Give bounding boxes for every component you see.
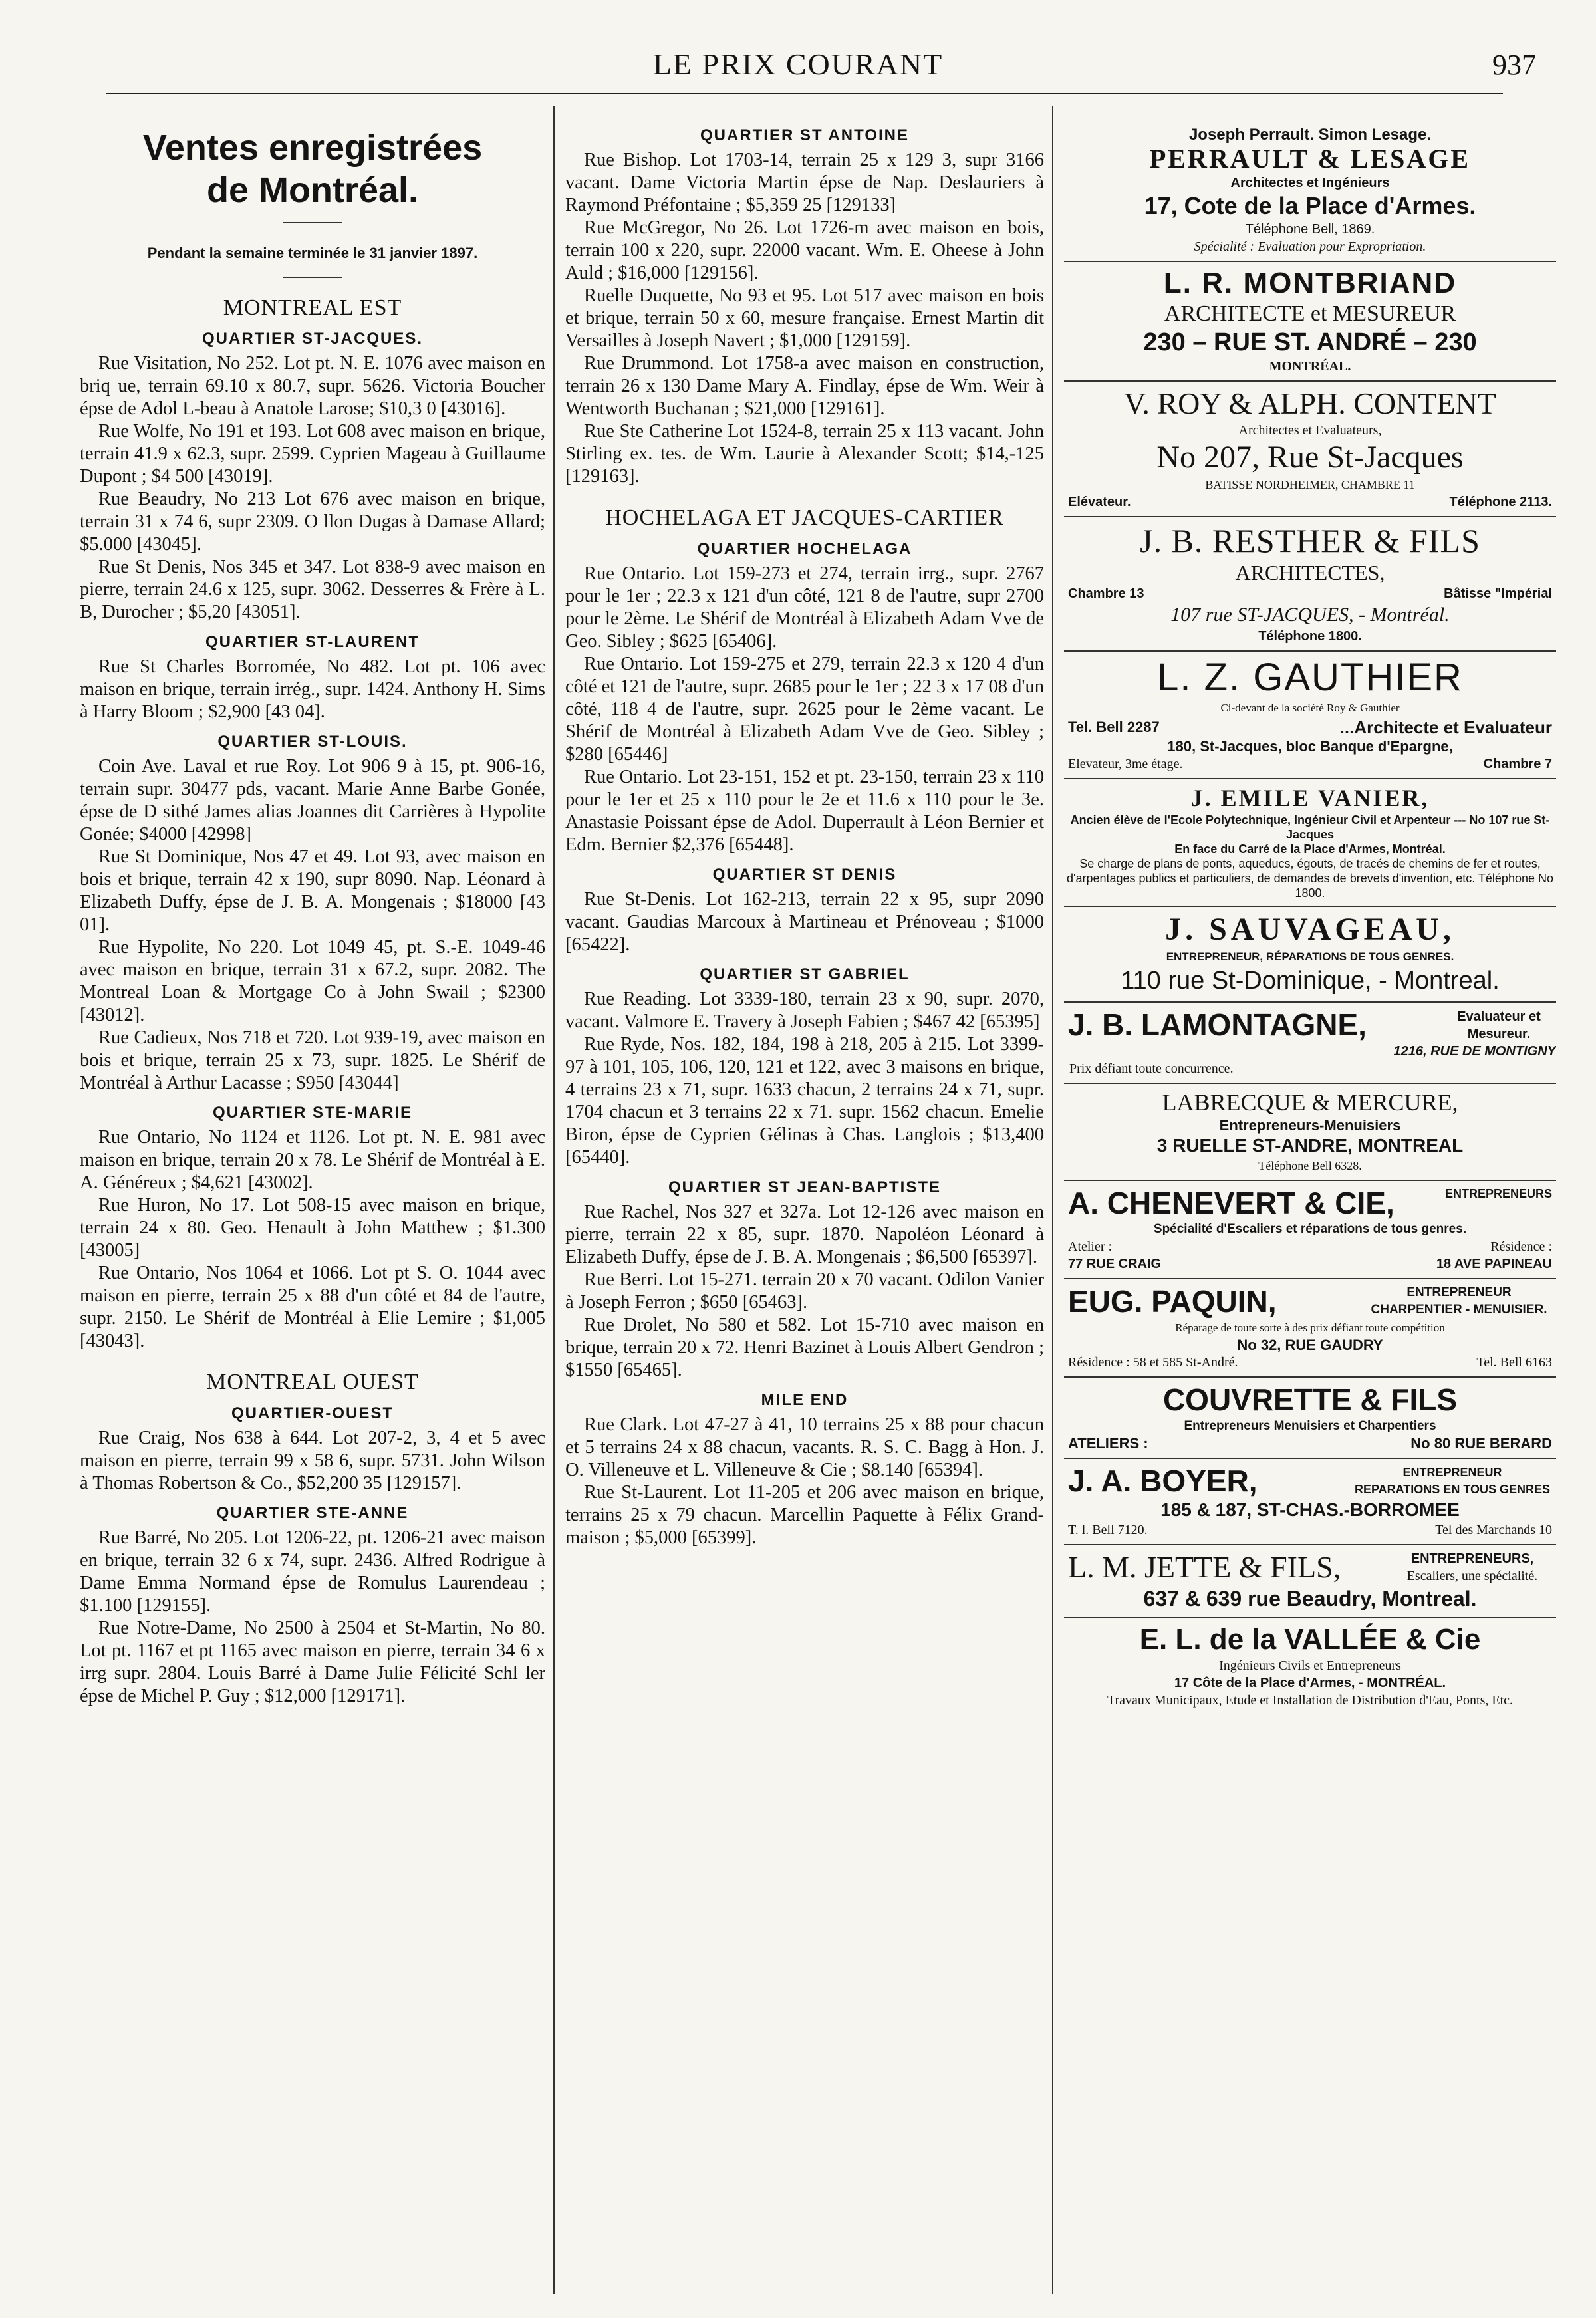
ad-role: ARCHITECTES,	[1235, 561, 1385, 584]
ad-firm-name: A. CHENEVERT & CIE,	[1068, 1186, 1395, 1220]
ad-role: ENTREPRENEURS	[1444, 1187, 1552, 1200]
sale-entry: Coin Ave. Laval et rue Roy. Lot 906 9 à 15, pt. 906-16, terrain supr. 30477 pds, vacant. Marie Anne Barbe Gonée, épse de D sithé James alias Joannes dit Carrières à Hypolite Gonée; $4000 [42998]	[80, 756, 545, 844]
ad-building: BATISSE NORDHEIMER, CHAMBRE 11	[1205, 478, 1415, 491]
ad-role: ENTREPRENEUR	[1402, 1466, 1502, 1479]
ad-firm-name: LABRECQUE & MERCURE,	[1162, 1089, 1458, 1116]
ad-specialty: Escaliers, une spécialité.	[1406, 1569, 1538, 1583]
sale-entry: Rue St Dominique, Nos 47 et 49. Lot 93, avec maison en bois et brique, terrain 42 x 190, supr 8090. Nap. Léonard à Elizabeth Duffy, épse de J. B. A. Mongenais ; $18000 [43 01].	[80, 846, 545, 935]
ad-sauvageau	[1064, 907, 1556, 1003]
ad-role: Entrepreneurs-Menuisiers	[1219, 1117, 1401, 1134]
ad-address: 1216, RUE DE MONTIGNY	[1393, 1044, 1556, 1059]
ad-repairs: REPARATIONS EN TOUS GENRES	[1354, 1483, 1551, 1496]
ad-building: Bâtisse "Impérial	[1444, 586, 1552, 601]
sale-entry: Rue Berri. Lot 15-271. terrain 20 x 70 vacant. Odilon Vanier à Joseph Ferron ; $650 [65463].	[565, 1269, 1044, 1313]
ad-labrecque-mercure	[1064, 1084, 1556, 1181]
ad-chenevert	[1064, 1181, 1556, 1279]
ad-room: Chambre 13	[1068, 586, 1144, 601]
ad-previous-firm: Ci-devant de la société Roy & Gauthier	[1220, 702, 1400, 714]
sale-entry: Rue St-Denis. Lot 162-213, terrain 22 x 95, supr 2090 vacant. Gaudias Marcoux à Martineau et Prénoveau ; $1000 [65422].	[565, 889, 1044, 955]
sale-entry: Rue Ontario. Lot 23-151, 152 et pt. 23-150, terrain 23 x 110 pour le 1er et 25 x 110 pour le 2e et 11.6 x 110 pour le 3e. Anastasie Poissant épse de Adol. Duperrault à Léon Bernier et Edm. Bernier $2,376 [65448].	[565, 767, 1044, 855]
header-rule	[106, 93, 1503, 94]
sale-entry: Rue McGregor, No 26. Lot 1726-m avec maison en bois, terrain 100 x 220, supr. 22000 vacant. Wm. E. Oheese à John Auld ; $16,000 [129156].	[565, 217, 1044, 283]
ad-boyer	[1064, 1459, 1556, 1545]
sale-entry: Rue Ontario, Nos 1064 et 1066. Lot pt S. O. 1044 avec maison en pierre, terrain 25 x 88 d'un côté et 84 de l'autre, supr. 2150. Le Shérif de Montréal à Elie Lemire ; $1,005 [43043].	[80, 1263, 545, 1351]
ad-telephone: Téléphone 1800.	[1258, 629, 1362, 644]
ad-paquin	[1064, 1279, 1556, 1378]
ad-role: ARCHITECTE et MESUREUR	[1164, 301, 1456, 326]
quartier-heading: QUARTIER ST-JACQUES.	[201, 330, 424, 348]
ad-room: Chambre 7	[1483, 757, 1552, 771]
quartier-heading: QUARTIER ST JEAN-BAPTISTE	[668, 1178, 942, 1196]
ad-address: 3 RUELLE ST-ANDRE, MONTREAL	[1156, 1135, 1464, 1156]
sale-entry: Rue Ontario, No 1124 et 1126. Lot pt. N. E. 981 avec maison en brique, terrain 20 x 78. Le Shérif de Montréal à E. A. Généreux ; $4,621 [43002].	[80, 1127, 545, 1193]
ad-workshop-label: ATELIERS :	[1068, 1435, 1148, 1452]
divider	[283, 222, 342, 223]
ad-residence-address: 18 AVE PAPINEAU	[1436, 1257, 1552, 1271]
entries-st-jacques	[80, 352, 545, 624]
ad-address: 17, Cote de la Place d'Armes.	[1144, 192, 1476, 219]
ad-role: ENTREPRENEUR CHARPENTIER - MENUISIER.	[1371, 1285, 1547, 1317]
sale-entry: Rue Rachel, Nos 327 et 327a. Lot 12-126 avec maison en pierre, terrain 22 x 85, supr. 1870. Napoléon Léonard à Elizabeth Duffy, épse de J. B. A. Mongenais ; $6,500 [65397].	[565, 1202, 1044, 1267]
sale-entry: Rue Hypolite, No 220. Lot 1049 45, pt. S.-E. 1049-46 avec maison en brique, terrain 31 x 67.2, supr. 2082. The Montreal Loan & Mortgage Co à John Swail ; $2300 [43012].	[80, 937, 545, 1025]
ad-firm-name: E. L. de la VALLÉE & Cie	[1139, 1623, 1481, 1656]
ad-elevator: Elevateur, 3me étage.	[1068, 757, 1183, 771]
sale-entry: Rue St-Laurent. Lot 11-205 et 206 avec maison en brique, terrains 25 x 79 chacun. Marcellin Paquette à Félix Grand-maison ; $5,000 [65399].	[565, 1482, 1044, 1548]
ad-workshop-address: 77 RUE CRAIG	[1068, 1257, 1162, 1271]
ad-telephone: Téléphone 2113.	[1449, 495, 1552, 509]
ad-role: ENTREPRENEURS,	[1410, 1551, 1534, 1566]
ads-column	[1064, 100, 1556, 2294]
column-divider	[1052, 106, 1053, 2294]
ad-address: 17 Côte de la Place d'Armes, - MONTRÉAL.	[1174, 1676, 1446, 1690]
sale-entry: Rue St Charles Borromée, No 482. Lot pt. 106 avec maison en brique, terrain irrég., supr. 1424. Anthony H. Sims à Harry Bloom ; $2,900 [43 04].	[80, 656, 545, 722]
quartier-heading: QUARTIER ST-LAURENT	[205, 633, 420, 651]
quartier-heading: QUARTIER HOCHELAGA	[697, 540, 912, 558]
ad-address: No 80 RUE BERARD	[1410, 1435, 1552, 1452]
ad-role: Architectes et Ingénieurs	[1230, 176, 1390, 190]
quartier-heading: QUARTIER STE-ANNE	[216, 1504, 409, 1522]
sale-entry: Rue Drolet, No 580 et 582. Lot 15-710 avec maison en brique, terrain 20 x 72. Henri Bazinet à Louis Albert Gendron ; $1550 [65465].	[565, 1315, 1044, 1380]
ad-gauthier	[1064, 652, 1556, 779]
ad-note: Prix défiant toute concurrence.	[1069, 1061, 1234, 1076]
ad-role: Evaluateur et Mesureur.	[1457, 1009, 1541, 1041]
ad-firm-name: J. B. RESTHER & FILS	[1140, 522, 1480, 559]
article-title: Ventes enregistrées	[142, 128, 483, 168]
ad-role: Ingénieurs Civils et Entrepreneurs	[1219, 1658, 1401, 1673]
section-heading: HOCHELAGA ET JACQUES-CARTIER	[605, 505, 1004, 530]
ad-firm-name: J. A. BOYER,	[1068, 1464, 1258, 1498]
section-heading: MONTREAL OUEST	[206, 1370, 419, 1394]
ad-firm-name: COUVRETTE & FILS	[1162, 1382, 1458, 1417]
column-divider	[553, 106, 555, 2294]
ad-residence-label: Résidence :	[1490, 1239, 1552, 1254]
sale-entry: Rue Reading. Lot 3339-180, terrain 23 x 90, supr. 2070, vacant. Valmore E. Travery à Joseph Fabien ; $467 42 [65395]	[565, 989, 1044, 1032]
sale-entry: Rue Cadieux, Nos 718 et 720. Lot 939-19, avec maison en bois et brique, terrain 25 x 73, supr. 1825. Le Shérif de Montréal à Arthur Lacasse ; $950 [43044]	[80, 1027, 545, 1093]
ad-city: MONTRÉAL.	[1269, 359, 1351, 374]
quartier-heading: QUARTIER ST DENIS	[712, 866, 897, 884]
ad-firm-name: J. SAUVAGEAU,	[1165, 912, 1455, 947]
quartier-heading: QUARTIER-OUEST	[231, 1404, 394, 1422]
ad-repairs: Réparage de toute sorte à des prix défiant toute compétition	[1175, 1321, 1445, 1334]
ad-telephone: Tel. Bell 6163	[1476, 1355, 1552, 1370]
sale-entry: Rue Bishop. Lot 1703-14, terrain 25 x 129 3, supr 3166 vacant. Dame Victoria Martin épse de Nap. Deslauriers à Raymond Préfontaine ; $5,359 25 [129133]	[565, 150, 1044, 215]
ad-partner-names: Joseph Perrault. Simon Lesage.	[1188, 126, 1432, 144]
page-header	[0, 27, 1596, 86]
ad-services: Travaux Municipaux, Etude et Installation de Distribution d'Eau, Ponts, Etc.	[1107, 1693, 1513, 1708]
ad-firm-name: EUG. PAQUIN,	[1068, 1284, 1277, 1319]
sale-entry: Rue Beaudry, No 213 Lot 676 avec maison en brique, terrain 31 x 74 6, supr 2309. O llon Dugas à Damase Allard; $5.000 [43045].	[80, 489, 545, 555]
sale-entry: Rue Craig, Nos 638 à 644. Lot 207-2, 3, 4 et 5 avec maison en pierre, terrain 99 x 58 6, supr. 5731. John Wilson à Thomas Robertson & Co., $52,200 35 [129157].	[80, 1428, 545, 1493]
sale-entry: Rue Visitation, No 252. Lot pt. N. E. 1076 avec maison en briq ue, terrain 69.10 x 80.7, supr. 5626. Victoria Boucher épse de Adol L-beau à Anatole Larose; $10,3 0 [43016].	[80, 353, 545, 419]
article-subtitle: Pendant la semaine terminée le 31 janvier 1897.	[147, 245, 478, 261]
sale-entry: Rue Drummond. Lot 1758-a avec maison en construction, terrain 26 x 130 Dame Mary A. Findlay, épse de Wm. Weir à Wentworth Buchanan ; $21,000 [129161].	[565, 353, 1044, 419]
ad-address: No 207, Rue St-Jacques	[1156, 440, 1464, 475]
ad-role: ENTREPRENEUR, RÉPARATIONS DE TOUS GENRES.	[1166, 950, 1454, 963]
ad-elevator: Elévateur.	[1068, 495, 1131, 509]
sale-entry: Rue Ste Catherine Lot 1524-8, terrain 25 x 113 vacant. John Stirling ex. tes. de Wm. Laurie à Alexander Scott; $14,-125 [129163].	[565, 421, 1044, 487]
ad-resther	[1064, 517, 1556, 652]
page-number: 937	[1492, 49, 1536, 81]
ad-lamontagne	[1064, 1003, 1556, 1084]
ad-address: 185 & 187, ST-CHAS.-BORROMEE	[1160, 1499, 1460, 1520]
ad-telephone: Téléphone Bell 6328.	[1258, 1159, 1362, 1172]
ad-address: En face du Carré de la Place d'Armes, Montréal.	[1174, 842, 1446, 856]
sale-entry: Rue Ontario. Lot 159-275 et 279, terrain 22.3 x 120 4 d'un côté et 121 de l'autre, supr. 2685 pour le 1er ; 22 3 x 17 08 d'un côté, 118 4 de l'autre, supr. 2625 pour le 2ème vacant. Le Shérif de Montréal à Elizabeth Adam Vve de Geo. Sibley ; $280 [65446]	[565, 654, 1044, 765]
ad-firm-name: PERRAULT & LESAGE	[1149, 144, 1471, 174]
sale-entry: Rue Barré, No 205. Lot 1206-22, pt. 1206-21 avec maison en brique, terrain 32 6 x 74, supr. 2436. Alfred Rodrigue à Dame Emma Normand épse de Romulus Laurendeau ; $1.100 [129155].	[80, 1527, 545, 1616]
sale-entry: Rue Wolfe, No 191 et 193. Lot 608 avec maison en brique, terrain 41.9 x 62.3, supr. 2599. Cyprien Mageau à Guillaume Dupont ; $4 500 [43019].	[80, 421, 545, 487]
ad-firm-name: J. B. LAMONTAGNE,	[1068, 1007, 1367, 1042]
left-column	[80, 100, 545, 2294]
quartier-heading: MILE END	[761, 1391, 849, 1409]
ad-residence: Résidence : 58 et 585 St-André.	[1068, 1355, 1238, 1370]
ad-specialty: Spécialité : Evaluation pour Expropriation.	[1194, 239, 1426, 254]
ad-address: No 32, RUE GAUDRY	[1237, 1337, 1383, 1353]
sale-entry: Rue Notre-Dame, No 2500 à 2504 et St-Martin, No 80. Lot pt. 1167 et pt 1165 avec maison en pierre, terrain 34 6 x irrg supr. 2804. Louis Barré à Dame Julie Félicité Schl ler épse de Michel P. Guy ; $12,000 [129171].	[80, 1618, 545, 1706]
sale-entry: Rue Ryde, Nos. 182, 184, 198 à 218, 205 à 215. Lot 3399-97 à 101, 105, 106, 120, 121 et 122, avec 3 maisons en brique, 4 terrains 23 x 71, supr. 1633 chacun, 2 terrains 24 x 71, supr. 1704 chacun et 3 terrains 22 x 71. supr. 1562 chacun. Emelie Biron, épse de Cyprien Gélinas à Chas. Langlois ; $13,400 [65440].	[565, 1034, 1044, 1168]
ad-address: 230 – RUE ST. ANDRÉ – 230	[1143, 328, 1477, 356]
sale-entry: Rue Huron, No 17. Lot 508-15 avec maison en brique, terrain 24 x 80. Geo. Henault à John Matthew ; $1.300 [43005]	[80, 1195, 545, 1261]
middle-column	[565, 100, 1044, 2294]
ad-address: 107 rue ST-JACQUES, - Montréal.	[1170, 604, 1450, 626]
ad-address: 637 & 639 rue Beaudry, Montreal.	[1143, 1587, 1477, 1610]
ad-firm-name: L. R. MONTBRIAND	[1163, 267, 1457, 299]
ad-credentials: Ancien élève de l'Ecole Polytechnique, Ingénieur Civil et Arpenteur --- No 107 rue St-Jacques	[1070, 813, 1550, 841]
ad-address: 110 rue St-Dominique, - Montreal.	[1121, 967, 1500, 995]
ad-roy-content	[1064, 382, 1556, 517]
ad-telephone-2: Tel des Marchands 10	[1435, 1523, 1552, 1537]
section-heading: MONTREAL EST	[223, 295, 402, 320]
ad-workshop-label: Atelier :	[1068, 1239, 1113, 1254]
ad-services: Se charge de plans de ponts, aqueducs, égouts, de tracés de chemins de fer et routes, d'arpentages publics et particuliers, de demandes de brevets d'invention, etc. Téléphone No 1800.	[1067, 857, 1553, 900]
quartier-heading: QUARTIER ST ANTOINE	[700, 126, 909, 144]
quartier-heading: QUARTIER ST-LOUIS.	[217, 733, 408, 751]
quartier-heading: QUARTIER STE-MARIE	[213, 1104, 412, 1122]
ad-address: 180, St-Jacques, bloc Banque d'Epargne,	[1167, 738, 1453, 755]
ad-role: ...Architecte et Evaluateur	[1339, 717, 1552, 737]
ad-de-la-vallee	[1064, 1618, 1556, 1714]
ad-montbriand	[1064, 262, 1556, 382]
ad-telephone: T. l. Bell 7120.	[1068, 1523, 1148, 1537]
journal-title: LE PRIX COURANT	[652, 47, 944, 81]
ad-firm-name: L. Z. GAUTHIER	[1157, 656, 1463, 699]
article-title-2: de Montréal.	[206, 170, 419, 210]
ad-firm-name: L. M. JETTE & FILS,	[1068, 1550, 1341, 1584]
ad-specialty: Spécialité d'Escaliers et réparations de tous genres.	[1153, 1222, 1467, 1236]
quartier-heading: QUARTIER ST GABRIEL	[700, 966, 910, 983]
sale-entry: Rue St Denis, Nos 345 et 347. Lot 838-9 avec maison en pierre, terrain 24.6 x 125, supr. 3062. Desserres & Frère à L. B, Durocher ; $5,20 [43051].	[80, 557, 545, 622]
ad-role: Entrepreneurs Menuisiers et Charpentiers	[1184, 1419, 1436, 1433]
sale-entry: Rue Ontario. Lot 159-273 et 274, terrain irrg., supr. 2767 pour le 1er ; 22.3 x 121 d'un côté, 121 8 de l'autre, supr 2700 pour le 2ème. Le Shérif de Montréal à Elizabeth Adam Vve de Geo. Sibley ; $625 [65406].	[565, 563, 1044, 652]
ad-firm-name: V. ROY & ALPH. CONTENT	[1124, 386, 1496, 420]
ad-telephone: Tel. Bell 2287	[1068, 719, 1160, 735]
sale-entry: Ruelle Duquette, No 93 et 95. Lot 517 avec maison en bois et brique, terrain 50 x 60, mesure française. Ernest Martin dit Versailles à Joseph Navert ; $1,000 [129159].	[565, 285, 1044, 351]
divider	[283, 277, 342, 278]
ad-perrault-lesage	[1064, 100, 1556, 262]
ad-jette	[1064, 1545, 1556, 1618]
ad-vanier	[1064, 779, 1556, 907]
ad-telephone: Téléphone Bell, 1869.	[1245, 222, 1375, 237]
ad-firm-name: J. EMILE VANIER,	[1190, 785, 1430, 811]
sale-entry: Rue Clark. Lot 47-27 à 41, 10 terrains 25 x 88 pour chacun et 5 terrains 24 x 88 chacun, vacants. R. S. C. Bagg à Hon. J. O. Villeneuve et L. Villeneuve & Cie ; $8.140 [65394].	[565, 1414, 1044, 1480]
ad-role: Architectes et Evaluateurs,	[1238, 423, 1382, 438]
ad-couvrette	[1064, 1378, 1556, 1459]
